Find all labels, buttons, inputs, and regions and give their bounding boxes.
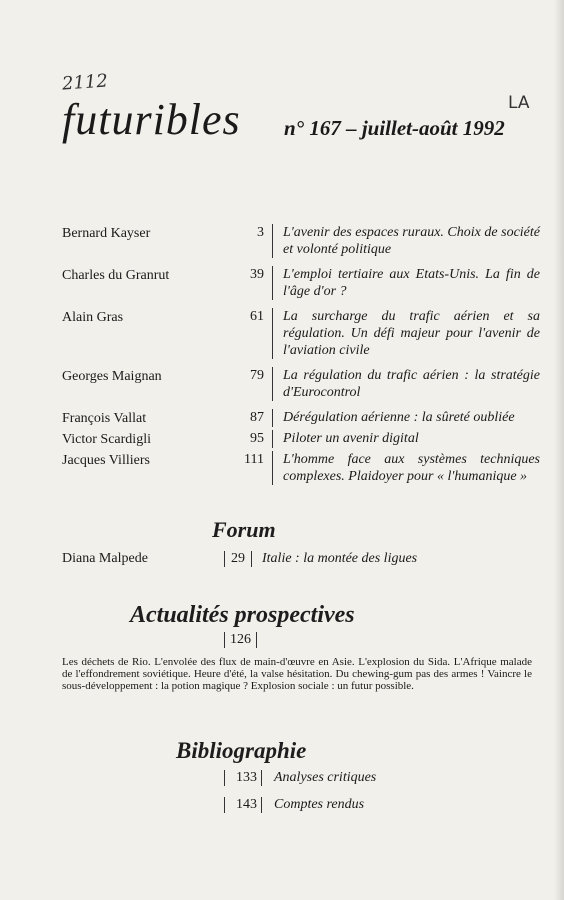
toc-row xyxy=(62,224,540,258)
toc-page: 95 xyxy=(226,430,273,448)
toc-author: Jacques Villiers xyxy=(62,453,150,468)
actualites-heading: Actualités prospectives xyxy=(130,602,355,628)
toc-row xyxy=(62,308,540,359)
toc-page: 3 xyxy=(226,224,273,258)
toc-author: François Vallat xyxy=(62,411,147,426)
page-edge xyxy=(554,0,564,900)
toc-page: 79 xyxy=(226,367,273,401)
toc-page: 39 xyxy=(226,266,273,300)
bibliographie-heading: Bibliographie xyxy=(176,738,307,763)
handwritten-note-top-right: LA xyxy=(508,93,530,113)
toc-title: L'avenir des espaces ruraux. Choix de société et volonté politique xyxy=(283,225,540,257)
forum-author: Diana Malpede xyxy=(62,551,148,566)
actualites-page: 126 xyxy=(224,632,257,648)
toc-title: L'homme face aux systèmes techniques complexes. Plaidoyer pour « l'humanique » xyxy=(283,452,540,484)
forum-entry xyxy=(62,550,482,567)
forum-title: Italie : la montée des ligues xyxy=(262,551,418,566)
table-of-contents xyxy=(62,224,540,493)
toc-title: La régulation du trafic aérien : la stratégie d'Eurocontrol xyxy=(283,368,540,400)
bibliographie-entry xyxy=(224,797,364,813)
bibliographie-title: Analyses critiques xyxy=(274,770,377,785)
toc-page: 61 xyxy=(226,308,273,359)
toc-title: L'emploi tertiaire aux Etats-Unis. La fin de l'âge d'or ? xyxy=(283,267,540,299)
toc-title: Piloter un avenir digital xyxy=(283,431,419,446)
toc-title: La surcharge du trafic aérien et sa régulation. Un défi majeur pour l'avenir de l'aviation civile xyxy=(283,309,540,358)
forum-page: 29 xyxy=(224,551,252,567)
forum-heading: Forum xyxy=(212,517,276,542)
bibliographie-title: Comptes rendus xyxy=(274,797,365,812)
bibliographie-page: 143 xyxy=(224,797,262,813)
toc-row xyxy=(62,451,540,485)
journal-logo: futuribles xyxy=(62,95,241,144)
toc-author: Bernard Kayser xyxy=(62,226,151,241)
bibliographie-entry xyxy=(224,770,376,786)
toc-author: Georges Maignan xyxy=(62,369,162,384)
toc-row xyxy=(62,266,540,300)
toc-row xyxy=(62,367,540,401)
handwritten-note-top-left: 2112 xyxy=(61,70,109,95)
toc-author: Alain Gras xyxy=(62,310,124,325)
toc-author: Charles du Granrut xyxy=(62,268,170,283)
toc-page: 111 xyxy=(226,451,273,485)
toc-author: Victor Scardigli xyxy=(62,432,151,447)
toc-row xyxy=(62,430,540,448)
toc-page: 87 xyxy=(226,409,273,427)
issue-info: n° 167 – juillet-août 1992 xyxy=(284,116,505,140)
actualites-summary: Les déchets de Rio. L'envolée des flux de main-d'œuvre en Asie. L'explosion du Sida. L'Afrique malade de l'effondrement soviétique. Heure d'été, la valse hésitation. Du chewing-gum pas des armes ! Vaincre le sous-développement : la potion magique ? Explosion sociale : un futur possible. xyxy=(62,656,532,692)
toc-row xyxy=(62,409,540,427)
toc-title: Dérégulation aérienne : la sûreté oubliée xyxy=(283,410,515,425)
masthead xyxy=(62,95,542,144)
bibliographie-page: 133 xyxy=(224,770,262,786)
